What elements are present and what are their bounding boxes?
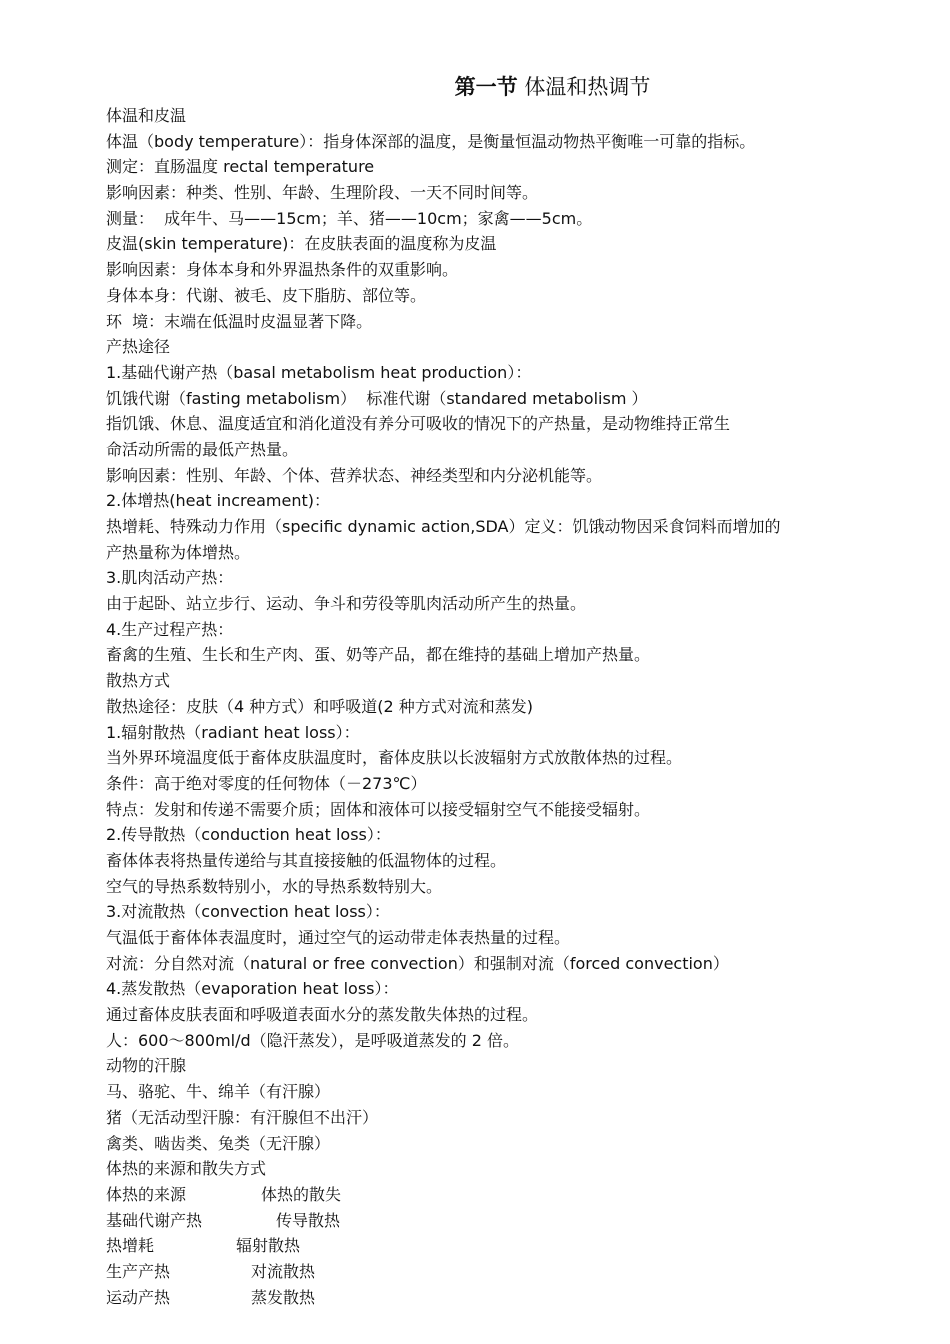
text-line: 禽类、啮齿类、兔类（无汗腺） <box>106 1133 331 1153</box>
section-heading: 体温和热调节 <box>517 75 651 99</box>
text-line: 猪（无活动型汗腺：有汗腺但不出汗） <box>106 1107 379 1127</box>
text-line: 体温（body temperature）：指身体深部的温度，是衡量恒温动物热平衡唯一可靠的指标。 <box>106 131 756 151</box>
text-line: 通过畜体皮肤表面和呼吸道表面水分的蒸发散失体热的过程。 <box>106 1005 539 1025</box>
section-number: 第一节 <box>454 75 518 99</box>
heat-table-row <box>106 1182 906 1208</box>
text-line: 人：600～800ml/d（隐汗蒸发），是呼吸道蒸发的 2 倍。 <box>106 1030 520 1050</box>
heat-loss-cell: 蒸发散热 <box>251 1287 316 1307</box>
text-line: 3.对流散热（convection heat loss）： <box>106 902 390 922</box>
heat-source-cell: 运动产热 <box>106 1287 171 1307</box>
text-line: 当外界环境温度低于畜体皮肤温度时，畜体皮肤以长波辐射方式放散体热的过程。 <box>106 748 683 768</box>
text-line: 马、骆驼、牛、绵羊（有汗腺） <box>106 1082 331 1102</box>
text-line: 指饥饿、休息、温度适宜和消化道没有养分可吸收的情况下的产热量，是动物维持正常生 <box>106 414 731 434</box>
heat-table-row <box>106 1208 906 1234</box>
heat-loss-cell: 传导散热 <box>276 1210 341 1230</box>
heat-table-row <box>106 1233 906 1259</box>
heat-source-cell: 基础代谢产热 <box>106 1210 203 1230</box>
text-line: 命活动所需的最低产热量。 <box>106 439 299 459</box>
text-line: 1.基础代谢产热（basal metabolism heat production）： <box>106 362 532 382</box>
heat-table-row <box>106 1285 906 1311</box>
text-line: 测定：直肠温度 rectal temperature <box>106 157 375 177</box>
text-line: 条件：高于绝对零度的任何物体（－273℃） <box>106 773 427 793</box>
text-line: 产热途径 <box>106 337 171 357</box>
text-line: 皮温(skin temperature)：在皮肤表面的温度称为皮温 <box>106 234 497 254</box>
text-line: 环 境：末端在低温时皮温显著下降。 <box>106 311 373 331</box>
text-line: 测量： 成年牛、马——15cm；羊、猪——10cm；家禽——5cm。 <box>106 208 593 228</box>
text-line: 饥饿代谢（fasting metabolism） 标准代谢（standared metabolism ） <box>106 388 648 408</box>
text-line: 体热的来源和散失方式 <box>106 1159 267 1179</box>
text-line: 影响因素：身体本身和外界温热条件的双重影响。 <box>106 260 459 280</box>
text-line: 2.体增热(heat increament)： <box>106 491 331 511</box>
text-line: 由于起卧、站立步行、运动、争斗和劳役等肌肉活动所产生的热量。 <box>106 594 587 614</box>
document-body <box>106 103 906 1307</box>
section-title <box>0 70 950 104</box>
text-line: 气温低于畜体体表温度时，通过空气的运动带走体表热量的过程。 <box>106 928 571 947</box>
text-line: 1.辐射散热（radiant heat loss）： <box>106 722 360 742</box>
text-line: 产热量称为体增热。 <box>106 542 251 562</box>
text-line: 对流：分自然对流（natural or free convection）和强制对流（forced convection） <box>106 953 729 973</box>
heat-loss-cell: 辐射散热 <box>236 1236 301 1256</box>
heat-source-cell: 生产产热 <box>106 1261 171 1281</box>
heat-table-row <box>106 1259 906 1285</box>
text-line: 空气的导热系数特别小，水的导热系数特别大。 <box>106 876 443 896</box>
heat-loss-cell: 体热的散失 <box>261 1184 342 1204</box>
text-line: 4.生产过程产热： <box>106 619 234 639</box>
text-line: 动物的汗腺 <box>106 1056 187 1076</box>
text-line: 散热方式 <box>106 671 171 691</box>
text-line: 3.肌肉活动产热： <box>106 568 234 588</box>
heat-source-cell: 体热的来源 <box>106 1184 187 1204</box>
text-line: 畜体体表将热量传递给与其直接接触的低温物体的过程。 <box>106 850 507 870</box>
text-line: 散热途径：皮肤（4 种方式）和呼吸道(2 种方式对流和蒸发) <box>106 696 534 716</box>
text-line: 影响因素：性别、年龄、个体、营养状态、神经类型和内分泌机能等。 <box>106 465 603 485</box>
heat-loss-cell: 对流散热 <box>251 1261 316 1281</box>
text-line: 热增耗、特殊动力作用（specific dynamic action,SDA）定义：饥饿动物因采食饲料而增加的 <box>106 517 781 536</box>
text-line: 特点：发射和传递不需要介质；固体和液体可以接受辐射空气不能接受辐射。 <box>106 799 651 819</box>
text-line: 身体本身：代谢、被毛、皮下脂肪、部位等。 <box>106 285 427 305</box>
heat-source-cell: 热增耗 <box>106 1236 155 1256</box>
text-line: 影响因素：种类、性别、年龄、生理阶段、一天不同时间等。 <box>106 183 539 203</box>
text-line: 2.传导散热（conduction heat loss）： <box>106 825 391 845</box>
text-line: 体温和皮温 <box>106 106 187 125</box>
text-line: 畜禽的生殖、生长和生产肉、蛋、奶等产品，都在维持的基础上增加产热量。 <box>106 645 651 665</box>
text-line: 4.蒸发散热（evaporation heat loss）： <box>106 979 399 999</box>
